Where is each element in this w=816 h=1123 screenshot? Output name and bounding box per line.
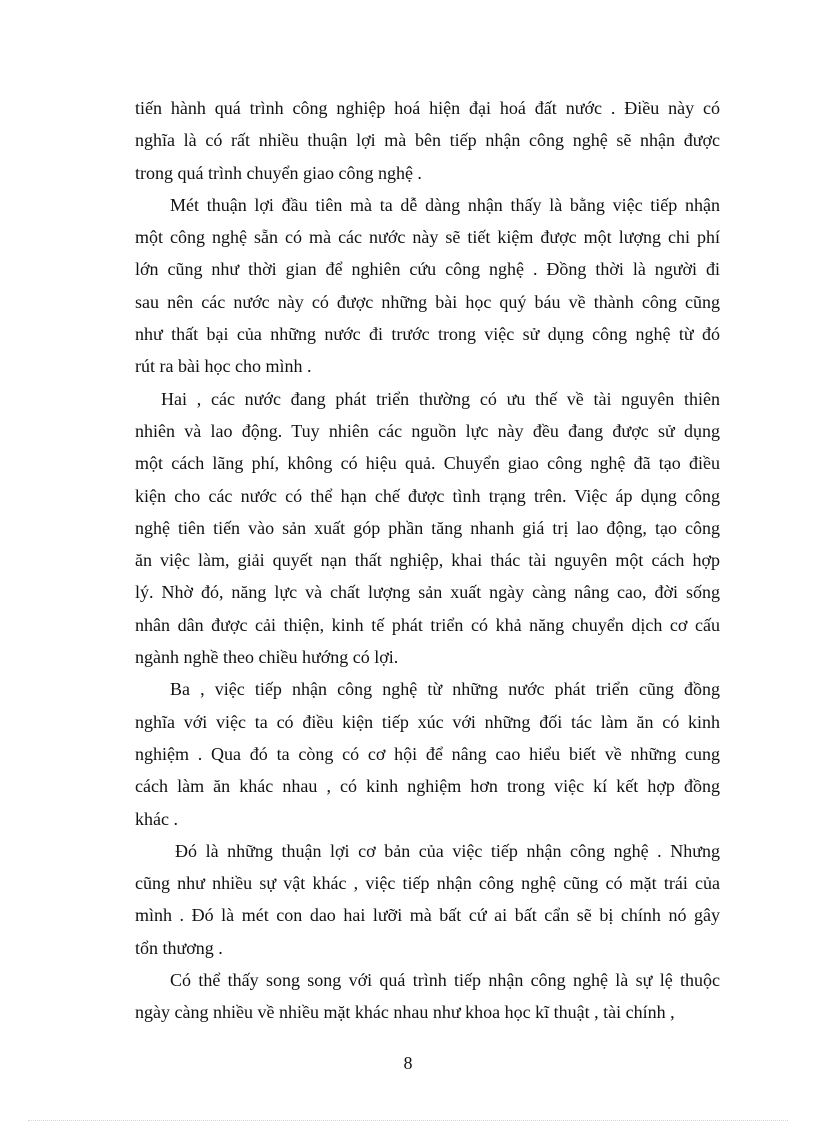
text-line: cũng như nhiều sự vật khác , việc tiếp nhận công nghệ cũng có mặt trái của [135,873,720,894]
text-line: rút ra bài học cho mình . [135,356,312,377]
text-line: ngày càng nhiều về nhiều mặt khác nhau như khoa học kĩ thuật , tài chính , [135,1002,675,1023]
paragraph [135,835,720,964]
text-line: Đó là những thuận lợi cơ bản của việc tiếp nhận công nghệ . Nhưng [175,840,720,861]
text-line: một cách lãng phí, không có hiệu quả. Chuyển giao công nghệ đã tạo điều [135,453,720,474]
text-line: cách làm ăn khác nhau , có kinh nghiệm hơn trong việc kí kết hợp đồng [135,776,720,797]
text-line: ăn việc làm, giải quyết nạn thất nghiệp, khai thác tài nguyên một cách hợp [135,550,720,571]
text-line: nhiên và lao động. Tuy nhiên các nguồn lực này đều đang được sử dụng [135,420,720,441]
paragraph [135,189,720,383]
body-text [135,92,720,1029]
text-line: khác . [135,808,178,829]
paragraph [135,964,720,1029]
text-line: một công nghệ sẵn có mà các nước này sẽ tiết kiệm được một lượng chi phí [135,227,720,248]
text-line: nghiệm . Qua đó ta còng có cơ hội để nâng cao hiểu biết về những cung [135,743,720,764]
text-line: nghĩa với việc ta có điều kiện tiếp xúc với những đối tác làm ăn có kinh [135,711,720,732]
text-line: Có thể thấy song song với quá trình tiếp nhận công nghệ là sự lệ thuộc [170,970,720,991]
text-line: ngành nghề theo chiều hướng có lợi. [135,647,399,668]
text-line: Mét thuận lợi đầu tiên mà ta dễ dàng nhận thấy là bằng việc tiếp nhận [170,194,720,215]
text-line: trong quá trình chuyển giao công nghệ . [135,162,422,183]
text-line: mình . Đó là mét con dao hai lưỡi mà bất cứ ai bất cẩn sẽ bị chính nó gây [135,905,720,926]
text-line: sau nên các nước này có được những bài học quý báu về thành công cũng [135,291,720,312]
text-line: tiến hành quá trình công nghiệp hoá hiện đại hoá đất nước . Điều này có [135,98,720,118]
text-line: tổn thương . [135,937,223,958]
paragraph [135,92,720,189]
text-line: Hai , các nước đang phát triển thường có ưu thế về tài nguyên thiên [161,388,720,409]
text-line: lớn cũng như thời gian để nghiên cứu công nghệ . Đồng thời là người đi [135,259,720,280]
text-line: nghệ tiên tiến vào sản xuất góp phần tăng nhanh giá trị lao động, tạo công [135,517,720,538]
text-line: nghĩa là có rất nhiều thuận lợi mà bên tiếp nhận công nghệ sẽ nhận được [135,130,720,151]
text-line: kiện cho các nước có thể hạn chế được tình trạng trên. Việc áp dụng công [135,485,720,506]
text-line: Ba , việc tiếp nhận công nghệ từ những nước phát triển cũng đồng [170,679,720,700]
paragraph [135,383,720,674]
text-line: như thất bại của những nước đi trước trong việc sử dụng công nghệ từ đó [135,324,720,345]
page-bottom-divider [28,1120,788,1121]
paragraph [135,673,720,834]
text-line: nhân dân được cải thiện, kinh tế phát triển có khả năng chuyển dịch cơ cấu [135,614,720,635]
page-number: 8 [403,1053,413,1073]
text-line: lý. Nhờ đó, năng lực và chất lượng sản xuất ngày càng nâng cao, đời sống [135,582,720,603]
